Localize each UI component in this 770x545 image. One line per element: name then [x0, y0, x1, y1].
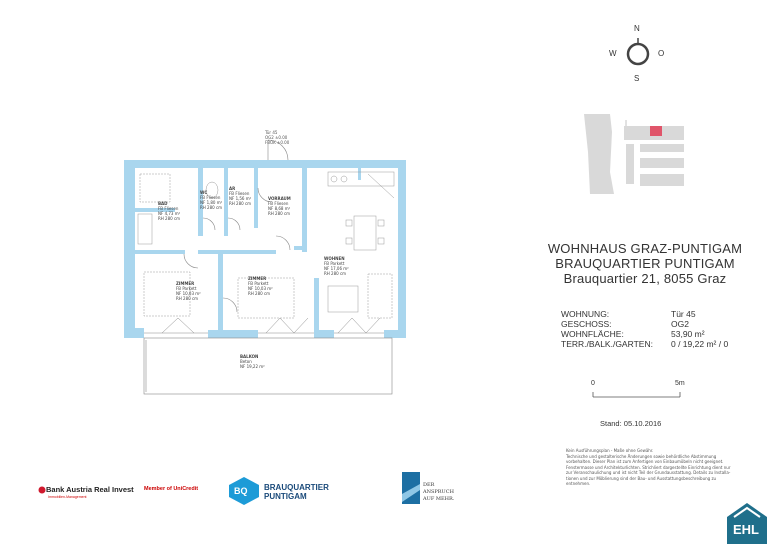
bank-austria-sub: Immobilien-Management — [48, 495, 87, 499]
room-zimmer-1 — [176, 281, 201, 301]
room-name: ZIMMER — [248, 276, 267, 281]
room-name: VORRAUM — [268, 196, 291, 201]
info-label: GESCHOSS: — [561, 319, 612, 329]
site-plan-drawing — [580, 112, 700, 194]
der-anspruch-icon — [402, 472, 420, 504]
info-value: 53,90 m² — [671, 329, 705, 339]
header — [530, 241, 760, 286]
room-floor: FB Parkett — [176, 286, 197, 291]
room-zimmer-2 — [248, 276, 273, 296]
room-height: RH 280 cm — [324, 271, 347, 276]
room-name: WC — [200, 190, 208, 195]
disclaimer-line: vorbehalten. Dieser Plan ist zum Anfertigen von Einbaumöbeln nicht geeignet. — [566, 459, 724, 464]
room-area: NF 17,06 m² — [324, 266, 349, 271]
room-name: WOHNEN — [324, 256, 345, 261]
room-name: BAD — [158, 201, 168, 206]
info-value: OG2 — [671, 319, 689, 329]
room-floor: FB Fliesen — [268, 201, 289, 206]
scale-end: 5m — [675, 380, 685, 387]
door-level: OG2 ±0.00 — [265, 135, 288, 140]
header-title: WOHNHAUS GRAZ-PUNTIGAM — [547, 241, 743, 256]
header-address: Brauquartier 21, 8055 Graz — [563, 271, 727, 286]
door-label — [265, 130, 289, 145]
room-area: NF 1,56 m² — [229, 196, 252, 201]
room-name: BALKON — [240, 354, 259, 359]
logo-brauquartier — [226, 476, 336, 506]
room-bad — [158, 201, 180, 221]
header-subtitle: BRAUQUARTIER PUNTIGAM — [555, 256, 735, 271]
info-row — [561, 329, 761, 339]
disclaimer-line: zur Veranschaulichung und ist nicht Teil der Grundausstattung. Details zu Installa- — [566, 470, 731, 475]
info-row — [561, 319, 761, 329]
door-number: Tür 45 — [265, 130, 278, 135]
logo-der-anspruch — [402, 472, 482, 506]
room-height: RH 280 cm — [158, 216, 181, 221]
room-wohnen — [324, 256, 349, 276]
room-height: RH 280 cm — [268, 211, 291, 216]
room-area: NF 1,80 m² — [200, 200, 223, 205]
compass-south: S — [634, 74, 640, 83]
room-wc — [200, 190, 222, 210]
room-height: RH 280 cm — [176, 296, 199, 301]
logo-ehl — [726, 502, 768, 544]
room-area: NF 4,73 m² — [158, 211, 181, 216]
bq-name-line1: BRAUQUARTIER — [264, 483, 329, 492]
scale-line — [588, 388, 688, 398]
room-area: NF 19,22 m² — [240, 364, 265, 369]
info-table — [561, 309, 761, 349]
room-vorraum — [268, 196, 291, 216]
disclaimer — [566, 448, 756, 487]
scale-start: 0 — [591, 380, 595, 387]
compass-west: W — [609, 49, 617, 58]
info-row — [561, 339, 761, 349]
der-line1: DER — [423, 482, 435, 488]
compass — [606, 22, 670, 90]
der-line3: AUF MEHR. — [423, 496, 455, 502]
room-floor: Beton — [240, 359, 252, 364]
disclaimer-line: Kein Ausführungsplan - Maße ohne Gewähr. — [566, 448, 654, 453]
room-ar — [229, 186, 251, 206]
room-height: RH 280 cm — [229, 201, 252, 206]
compass-east: O — [658, 49, 665, 58]
room-height: RH 280 cm — [200, 205, 223, 210]
apartment-marker — [650, 126, 662, 136]
info-label: WOHNUNG: — [561, 309, 610, 319]
room-area: NF 10,03 m² — [248, 286, 273, 291]
room-floor: FB Parkett — [248, 281, 269, 286]
site-plan — [580, 112, 700, 194]
bank-austria-icon — [38, 486, 46, 494]
bq-letters: BQ — [234, 486, 248, 496]
info-value: Tür 45 — [671, 309, 696, 319]
disclaimer-line: tionen und zur Möblierung sind der Bau- und Ausstattungsbeschreibung zu — [566, 475, 717, 481]
scale-bar — [588, 380, 688, 400]
room-floor: FB Fliesen — [158, 206, 179, 211]
disclaimer-line: Fenstermasse und Architekturlichten. Strichliert dargestellte Einrichtung dient nur — [566, 464, 731, 470]
door-fbok: FBOK ±0.00 — [265, 140, 290, 145]
room-name: AR — [229, 186, 236, 191]
room-area: NF 8,68 m² — [268, 206, 291, 211]
bq-name-line2: PUNTIGAM — [264, 492, 307, 501]
info-row — [561, 309, 761, 319]
disclaimer-line: Technische und gestalterische Änderungen sowie behördliche Abstimmung — [566, 453, 717, 459]
room-balkon — [240, 354, 265, 369]
unicredit-label: Member of UniCredit — [144, 486, 199, 492]
floor-plan-drawing — [118, 128, 418, 398]
room-floor: FB Parkett — [324, 261, 345, 266]
room-floor: FB Fliesen — [200, 195, 221, 200]
der-line2: ANSPRUCH — [423, 489, 454, 495]
compass-north: N — [634, 24, 640, 33]
room-floor: FB Fliesen — [229, 191, 250, 196]
logo-bank-austria — [38, 485, 199, 505]
info-label: TERR./BALK./GARTEN: — [561, 339, 653, 349]
disclaimer-line: entnehmen. — [566, 481, 591, 486]
room-height: RH 280 cm — [248, 291, 271, 296]
room-area: NF 10,03 m² — [176, 291, 201, 296]
floor-plan — [118, 128, 418, 398]
info-value: 0 / 19,22 m² / 0 — [671, 339, 729, 349]
room-name: ZIMMER — [176, 281, 195, 286]
info-label: WOHNFLÄCHE: — [561, 329, 624, 339]
ehl-letters: EHL — [733, 522, 759, 537]
bank-austria-name: Bank Austria Real Invest — [46, 485, 134, 494]
stand-date: Stand: 05.10.2016 — [600, 419, 662, 428]
